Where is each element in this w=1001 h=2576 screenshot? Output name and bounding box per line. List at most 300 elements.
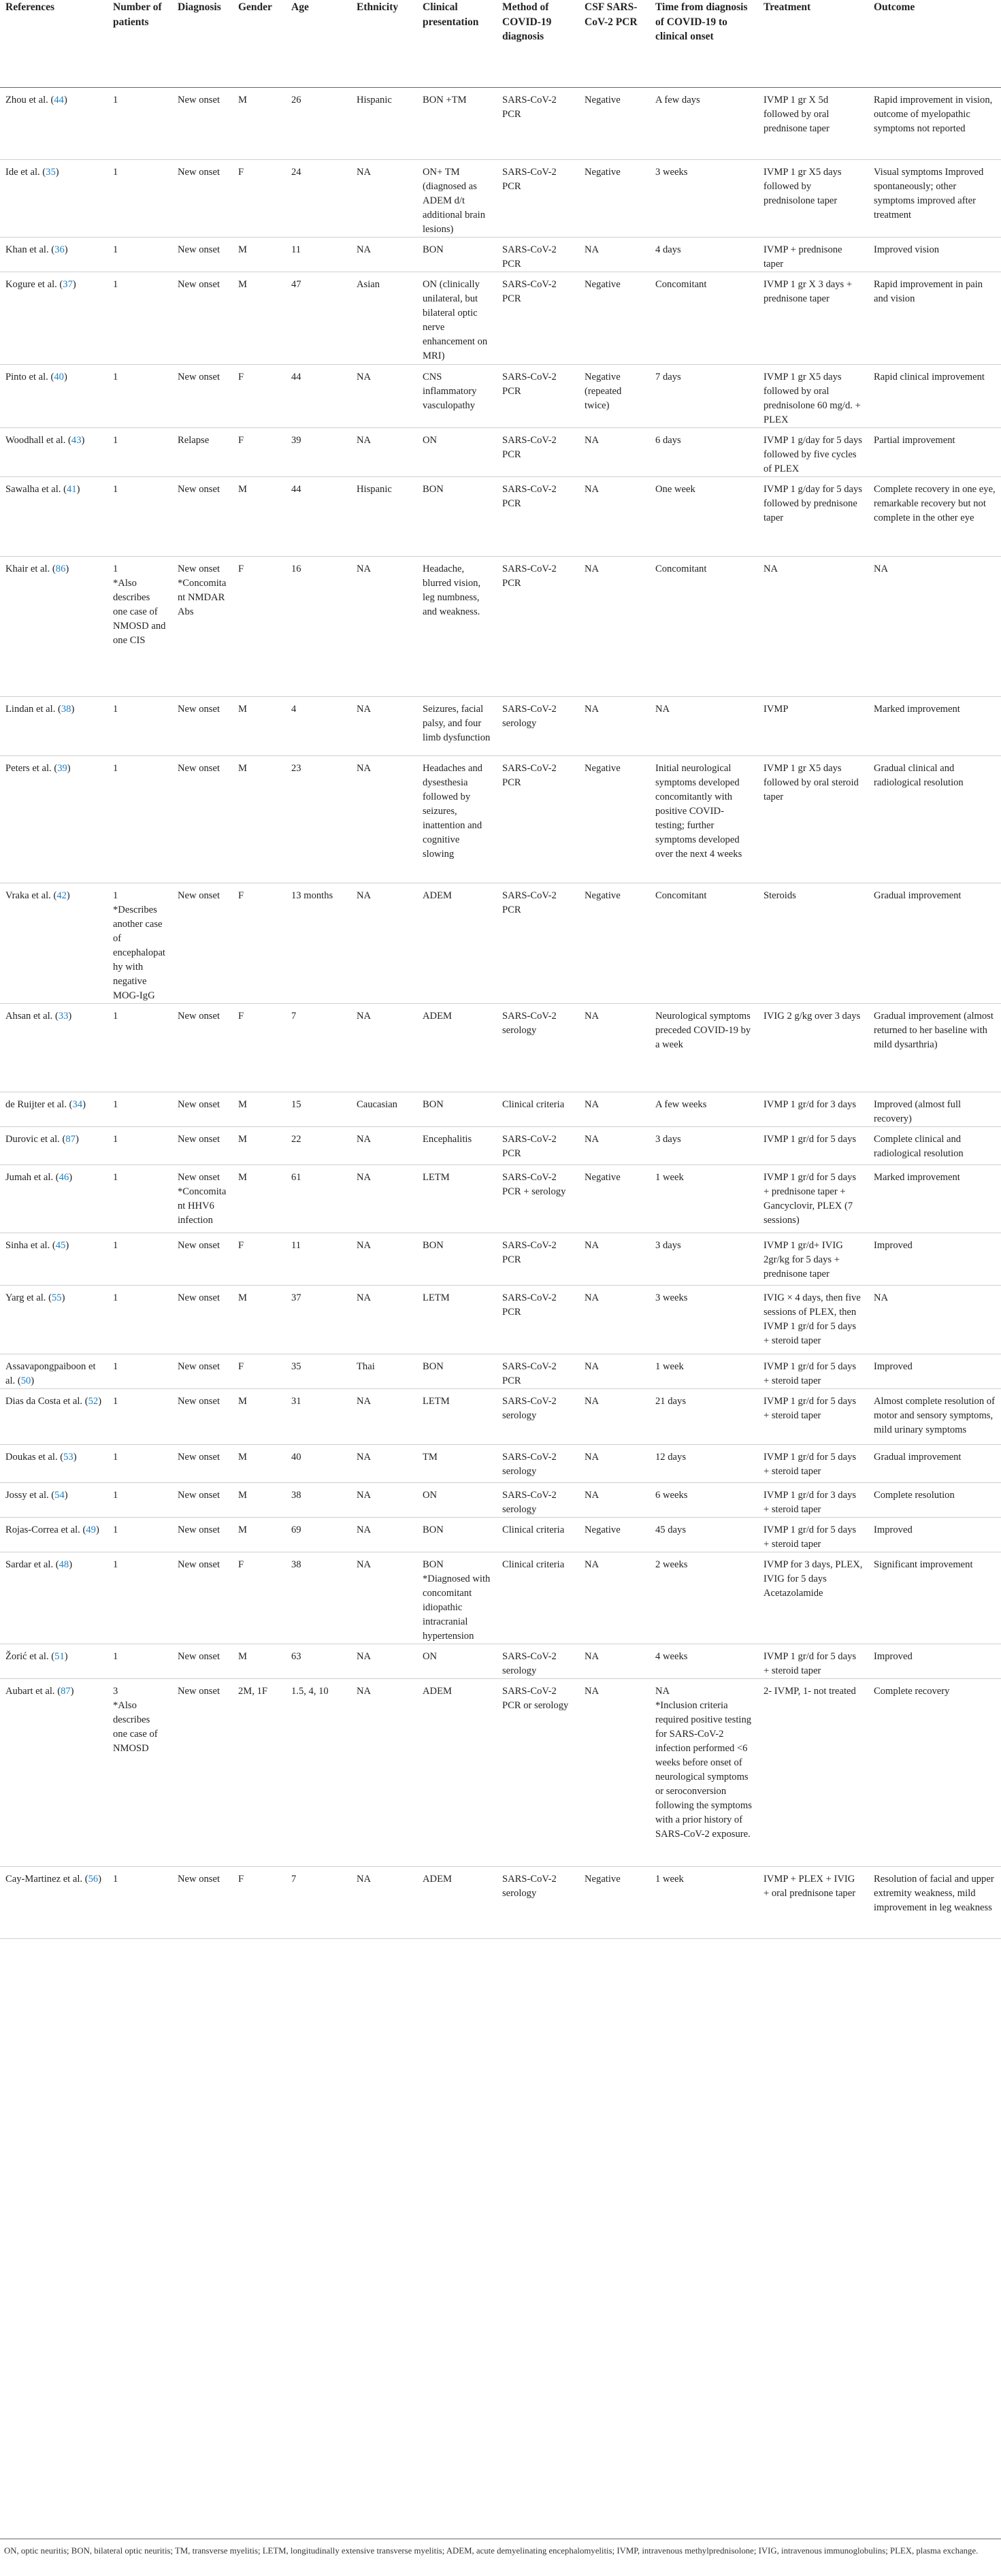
reference-link[interactable]: 54 (54, 1489, 65, 1501)
ethnicity-value: NA (357, 1873, 372, 1885)
gender-value: F (238, 434, 244, 446)
ethnicity-cell (351, 364, 417, 427)
presentation-value: ADEM (423, 1685, 452, 1697)
reference-link[interactable]: 49 (86, 1524, 96, 1535)
time-value: 1 week (655, 1873, 684, 1885)
diagnosis-cell (172, 1285, 233, 1354)
age-cell (286, 755, 351, 883)
age-cell (286, 159, 351, 237)
time-value: 21 days (655, 1395, 686, 1407)
time-value: Concomitant (655, 278, 707, 290)
method-cell (497, 476, 579, 556)
presentation-cell (417, 272, 497, 364)
time-cell (650, 272, 758, 364)
presentation-value: ADEM (423, 1873, 452, 1885)
csf-cell (579, 272, 650, 364)
reference-author: Yarg et al. (5, 1292, 46, 1303)
reference-link[interactable]: 40 (54, 371, 64, 382)
outcome-value: Significant improvement (874, 1559, 973, 1570)
age-cell (286, 1678, 351, 1866)
outcome-cell (868, 1354, 1001, 1388)
table-row (0, 755, 1001, 883)
presentation-cell (417, 159, 497, 237)
patients-count: 1 (113, 1292, 118, 1303)
patients-cell (108, 159, 172, 237)
column-header: Clinical presentation (417, 0, 497, 87)
csf-cell (579, 1388, 650, 1444)
gender-cell (233, 1003, 286, 1092)
ethnicity-cell (351, 237, 417, 272)
time-cell (650, 159, 758, 237)
reference-cell: Aubart et al. (87) (0, 1678, 108, 1866)
diagnosis-cell (172, 1552, 233, 1644)
method-value: SARS-CoV-2 PCR (502, 483, 557, 509)
csf-cell (579, 1092, 650, 1126)
presentation-value: ON (clinically unilateral, but bilateral optic nerve enhancement on MRI) (423, 278, 488, 361)
reference-link[interactable]: 43 (71, 434, 82, 446)
ethnicity-value: NA (357, 1524, 372, 1535)
age-cell (286, 272, 351, 364)
reference-link[interactable]: 48 (59, 1559, 69, 1570)
treatment-value: IVMP 1 g/day for 5 days followed by prednisone taper (764, 483, 862, 523)
reference-link[interactable]: 36 (54, 244, 65, 255)
outcome-value: Gradual improvement (almost returned to her baseline with mild dysarthria) (874, 1010, 994, 1050)
treatment-cell (758, 159, 868, 237)
ethnicity-value: NA (357, 762, 372, 774)
treatment-value: IVMP 1 gr/d for 5 days + steroid taper (764, 1524, 857, 1550)
outcome-cell (868, 1482, 1001, 1517)
table-row (0, 1354, 1001, 1388)
time-cell (650, 427, 758, 476)
diagnosis-value: New onset (178, 1685, 220, 1697)
method-cell (497, 1678, 579, 1866)
presentation-value: Headaches and dysesthesia followed by seizures, inattention and cognitive slowing (423, 762, 482, 860)
presentation-value: BON (423, 1524, 444, 1535)
patients-count: 1 (113, 434, 118, 446)
time-cell (650, 1388, 758, 1444)
treatment-cell (758, 1444, 868, 1482)
ethnicity-value: Hispanic (357, 483, 392, 495)
outcome-value: Improved vision (874, 244, 940, 255)
reference-link[interactable]: 45 (55, 1239, 66, 1251)
treatment-cell (758, 1164, 868, 1233)
reference-link[interactable]: 37 (63, 278, 73, 290)
treatment-value: IVMP + PLEX + IVIG + oral prednisone taper (764, 1873, 856, 1899)
csf-cell (579, 1003, 650, 1092)
gender-value: M (238, 762, 247, 774)
csf-value: NA (585, 1239, 600, 1251)
patients-cell (108, 427, 172, 476)
gender-value: M (238, 1489, 247, 1501)
time-value: One week (655, 483, 695, 495)
csf-cell (579, 696, 650, 755)
csf-value: Negative (585, 1171, 621, 1183)
age-cell (286, 1444, 351, 1482)
diagnosis-value: New onset (178, 1650, 220, 1662)
reference-cell: Jumah et al. (46) (0, 1164, 108, 1233)
presentation-cell (417, 476, 497, 556)
diagnosis-cell (172, 1233, 233, 1285)
method-value: SARS-CoV-2 serology (502, 1395, 557, 1421)
gender-value: F (238, 166, 244, 178)
treatment-cell (758, 1517, 868, 1552)
column-header: Method of COVID-19 diagnosis (497, 0, 579, 87)
treatment-value: IVMP 1 gr X 3 days + prednisone taper (764, 278, 853, 304)
treatment-value: IVMP 1 gr X 5d followed by oral prednisone taper (764, 94, 830, 134)
ethnicity-cell (351, 272, 417, 364)
presentation-cell (417, 696, 497, 755)
ethnicity-value: NA (357, 890, 372, 901)
outcome-value: Complete resolution (874, 1489, 955, 1501)
reference-link[interactable]: 51 (54, 1650, 65, 1662)
outcome-cell (868, 87, 1001, 159)
column-header: Outcome (868, 0, 1001, 87)
csf-value: NA (585, 1489, 600, 1501)
table-row (0, 237, 1001, 272)
table-row (0, 696, 1001, 755)
method-value: SARS-CoV-2 PCR (502, 434, 557, 460)
ethnicity-cell (351, 1644, 417, 1678)
treatment-value: NA (764, 563, 778, 574)
age-cell (286, 1233, 351, 1285)
time-cell (650, 1354, 758, 1388)
gender-cell (233, 556, 286, 696)
treatment-cell (758, 237, 868, 272)
age-value: 13 months (291, 890, 333, 901)
diagnosis-cell (172, 237, 233, 272)
gender-value: F (238, 371, 244, 382)
treatment-cell (758, 755, 868, 883)
ethnicity-value: NA (357, 1685, 372, 1697)
reference-link[interactable]: 44 (54, 94, 64, 105)
method-cell (497, 1126, 579, 1164)
outcome-cell (868, 556, 1001, 696)
column-header: Diagnosis (172, 0, 233, 87)
outcome-value: Complete recovery in one eye, remarkable recovery but not complete in the other eye (874, 483, 996, 523)
method-cell (497, 1388, 579, 1444)
diagnosis-cell (172, 476, 233, 556)
treatment-cell (758, 1644, 868, 1678)
method-value: SARS-CoV-2 serology (502, 1489, 557, 1515)
age-value: 1.5, 4, 10 (291, 1685, 329, 1697)
ethnicity-value: NA (357, 1489, 372, 1501)
reference-author: Woodhall et al. (5, 434, 66, 446)
patients-count: 1 (113, 1451, 118, 1463)
outcome-cell (868, 1164, 1001, 1233)
table-row (0, 1482, 1001, 1517)
method-cell (497, 755, 579, 883)
patients-cell (108, 1644, 172, 1678)
csf-value: NA (585, 244, 600, 255)
method-value: SARS-CoV-2 PCR (502, 278, 557, 304)
time-value: 4 days (655, 244, 681, 255)
reference-link[interactable]: 33 (58, 1010, 69, 1022)
gender-value: M (238, 1395, 247, 1407)
csf-value: NA (585, 563, 600, 574)
reference-author: Cay-Martinez et al. (5, 1873, 83, 1885)
patients-note: *Also describes one case of NMOSD (113, 1699, 158, 1754)
csf-value: NA (585, 434, 600, 446)
age-cell (286, 1003, 351, 1092)
gender-cell (233, 755, 286, 883)
reference-link[interactable]: 39 (57, 762, 67, 774)
gender-value: F (238, 1873, 244, 1885)
time-cell (650, 1482, 758, 1517)
presentation-cell (417, 1354, 497, 1388)
diagnosis-value: New onset (178, 1524, 220, 1535)
diagnosis-note: *Concomitant HHV6 infection (178, 1186, 227, 1226)
outcome-value: Improved (874, 1650, 913, 1662)
reference-link[interactable]: 55 (51, 1292, 62, 1303)
time-cell (650, 1126, 758, 1164)
outcome-value: NA (874, 563, 889, 574)
ethnicity-cell (351, 1678, 417, 1866)
presentation-cell (417, 87, 497, 159)
table-row (0, 883, 1001, 1003)
csf-cell (579, 1444, 650, 1482)
diagnosis-cell (172, 427, 233, 476)
reference-cell: Vraka et al. (42) (0, 883, 108, 1003)
presentation-cell (417, 1164, 497, 1233)
method-value: Clinical criteria (502, 1098, 565, 1110)
table-body (0, 87, 1001, 1938)
reference-link[interactable]: 34 (72, 1098, 83, 1110)
diagnosis-value: New onset (178, 563, 220, 574)
presentation-value: ON (423, 1650, 438, 1662)
diagnosis-cell (172, 556, 233, 696)
patients-count: 1 (113, 1239, 118, 1251)
diagnosis-cell (172, 1003, 233, 1092)
reference-link[interactable]: 87 (65, 1133, 76, 1145)
table-row (0, 1388, 1001, 1444)
gender-cell (233, 1233, 286, 1285)
reference-cell: Dias da Costa et al. (52) (0, 1388, 108, 1444)
patients-cell (108, 1517, 172, 1552)
diagnosis-value: New onset (178, 278, 220, 290)
treatment-value: IVMP 1 gr/d for 5 days + steroid taper (764, 1650, 857, 1676)
outcome-cell (868, 1444, 1001, 1482)
ethnicity-cell (351, 1388, 417, 1444)
presentation-value: LETM (423, 1395, 450, 1407)
patients-note: *Describes another case of encephalopathy with negative MOG-IgG (113, 904, 165, 1001)
patients-count: 1 (113, 166, 118, 178)
presentation-value: ON (423, 434, 438, 446)
outcome-cell (868, 1678, 1001, 1866)
method-value: SARS-CoV-2 serology (502, 703, 557, 729)
time-cell (650, 1285, 758, 1354)
treatment-value: IVMP 1 gr X5 days followed by prednisolone taper (764, 166, 842, 206)
outcome-value: Almost complete resolution of motor and sensory symptoms, mild urinary symptoms (874, 1395, 995, 1435)
csf-cell (579, 1517, 650, 1552)
age-cell (286, 1092, 351, 1126)
gender-cell (233, 1552, 286, 1644)
time-value: NA (655, 1685, 670, 1697)
diagnosis-value: New onset (178, 166, 220, 178)
patients-count: 1 (113, 563, 118, 574)
outcome-cell (868, 427, 1001, 476)
csf-value: NA (585, 1395, 600, 1407)
method-cell (497, 237, 579, 272)
csf-cell (579, 1678, 650, 1866)
reference-link[interactable]: 50 (20, 1375, 31, 1386)
reference-author: Rojas-Correa et al. (5, 1524, 80, 1535)
method-value: SARS-CoV-2 serology (502, 1451, 557, 1477)
presentation-value: BON (423, 1239, 444, 1251)
age-value: 44 (291, 483, 301, 495)
method-cell (497, 1092, 579, 1126)
time-cell (650, 1164, 758, 1233)
method-cell (497, 1285, 579, 1354)
diagnosis-cell (172, 1126, 233, 1164)
method-cell (497, 883, 579, 1003)
time-value: 6 weeks (655, 1489, 688, 1501)
outcome-value: Resolution of facial and upper extremity weakness, mild improvement in leg weakness (874, 1873, 994, 1913)
table-row (0, 364, 1001, 427)
diagnosis-cell (172, 1388, 233, 1444)
csf-cell (579, 1354, 650, 1388)
csf-cell (579, 427, 650, 476)
reference-author: Durovic et al. (5, 1133, 60, 1145)
reference-link[interactable]: 53 (63, 1451, 73, 1463)
method-cell (497, 427, 579, 476)
diagnosis-value: New onset (178, 890, 220, 901)
time-cell (650, 1003, 758, 1092)
patients-cell (108, 476, 172, 556)
csf-value: NA (585, 1451, 600, 1463)
table-row (0, 87, 1001, 159)
outcome-cell (868, 1003, 1001, 1092)
reference-link[interactable]: 56 (88, 1873, 99, 1885)
presentation-value: BON (423, 1360, 444, 1372)
reference-cell: Lindan et al. (38) (0, 696, 108, 755)
table-row (0, 1285, 1001, 1354)
reference-link[interactable]: 87 (61, 1685, 71, 1697)
reference-link[interactable]: 38 (61, 703, 71, 715)
reference-cell: Khair et al. (86) (0, 556, 108, 696)
diagnosis-cell (172, 1644, 233, 1678)
treatment-cell (758, 556, 868, 696)
csf-cell (579, 364, 650, 427)
method-cell (497, 1517, 579, 1552)
age-cell (286, 1644, 351, 1678)
reference-link[interactable]: 35 (46, 166, 56, 178)
patients-cell (108, 1092, 172, 1126)
gender-value: F (238, 1239, 244, 1251)
csf-value: NA (585, 703, 600, 715)
outcome-cell (868, 1388, 1001, 1444)
method-value: SARS-CoV-2 PCR (502, 563, 557, 589)
reference-author: Assavapongpaiboon et al. (5, 1360, 96, 1386)
csf-cell (579, 87, 650, 159)
reference-author: Jossy et al. (5, 1489, 49, 1501)
ethnicity-cell (351, 1126, 417, 1164)
reference-author: Lindan et al. (5, 703, 56, 715)
treatment-cell (758, 883, 868, 1003)
reference-link[interactable]: 46 (59, 1171, 69, 1183)
ethnicity-cell (351, 476, 417, 556)
ethnicity-cell (351, 87, 417, 159)
reference-author: Jumah et al. (5, 1171, 54, 1183)
method-value: SARS-CoV-2 PCR (502, 1133, 557, 1159)
gender-cell (233, 1517, 286, 1552)
presentation-value: BON (423, 1559, 444, 1570)
ethnicity-value: NA (357, 371, 372, 382)
reference-cell: Woodhall et al. (43) (0, 427, 108, 476)
reference-author: Ide et al. (5, 166, 40, 178)
outcome-cell (868, 1866, 1001, 1938)
diagnosis-value: New onset (178, 1239, 220, 1251)
csf-cell (579, 1164, 650, 1233)
method-value: SARS-CoV-2 PCR (502, 1239, 557, 1265)
gender-value: M (238, 1650, 247, 1662)
presentation-cell (417, 237, 497, 272)
gender-cell (233, 1126, 286, 1164)
reference-author: Peters et al. (5, 762, 52, 774)
reference-link[interactable]: 86 (55, 563, 66, 574)
time-value: A few weeks (655, 1098, 707, 1110)
reference-cell: Cay-Martinez et al. (56) (0, 1866, 108, 1938)
treatment-value: IVMP 1 gr/d for 5 days + steroid taper (764, 1395, 857, 1421)
ethnicity-cell (351, 556, 417, 696)
patients-count: 1 (113, 94, 118, 105)
patients-cell (108, 1444, 172, 1482)
time-cell (650, 1552, 758, 1644)
gender-cell (233, 272, 286, 364)
diagnosis-cell (172, 1482, 233, 1517)
time-cell (650, 696, 758, 755)
age-value: 38 (291, 1559, 301, 1570)
ethnicity-value: NA (357, 1451, 372, 1463)
ethnicity-cell (351, 427, 417, 476)
reference-link[interactable]: 42 (56, 890, 67, 901)
age-value: 7 (291, 1873, 297, 1885)
treatment-value: IVMP 1 gr/d for 5 days + steroid taper (764, 1451, 857, 1477)
gender-cell (233, 476, 286, 556)
patients-count: 1 (113, 1524, 118, 1535)
ethnicity-cell (351, 1354, 417, 1388)
csf-cell (579, 1644, 650, 1678)
diagnosis-note: *Concomitant NMDAR Abs (178, 577, 227, 617)
patients-count: 1 (113, 1489, 118, 1501)
csf-value: NA (585, 1650, 600, 1662)
ethnicity-cell (351, 696, 417, 755)
age-value: 63 (291, 1650, 301, 1662)
treatment-value: IVMP 1 g/day for 5 days followed by five cycles of PLEX (764, 434, 862, 474)
ethnicity-value: NA (357, 1292, 372, 1303)
diagnosis-value: New onset (178, 1559, 220, 1570)
presentation-value: LETM (423, 1292, 450, 1303)
reference-cell: Assavapongpaiboon et al. (50) (0, 1354, 108, 1388)
method-value: SARS-CoV-2 PCR (502, 762, 557, 788)
table-row (0, 1003, 1001, 1092)
age-cell (286, 1482, 351, 1517)
presentation-cell (417, 1482, 497, 1517)
csf-value: Negative (585, 278, 621, 290)
reference-link[interactable]: 41 (66, 483, 77, 495)
gender-cell (233, 87, 286, 159)
method-value: SARS-CoV-2 serology (502, 1650, 557, 1676)
patients-count: 1 (113, 1010, 118, 1022)
time-value: 2 weeks (655, 1559, 688, 1570)
csf-value: Negative (585, 890, 621, 901)
time-value: 3 days (655, 1239, 681, 1251)
age-value: 38 (291, 1489, 301, 1501)
patients-count: 1 (113, 1171, 118, 1183)
treatment-cell (758, 364, 868, 427)
method-value: SARS-CoV-2 PCR (502, 890, 557, 915)
ethnicity-value: NA (357, 1133, 372, 1145)
reference-link[interactable]: 52 (88, 1395, 99, 1407)
